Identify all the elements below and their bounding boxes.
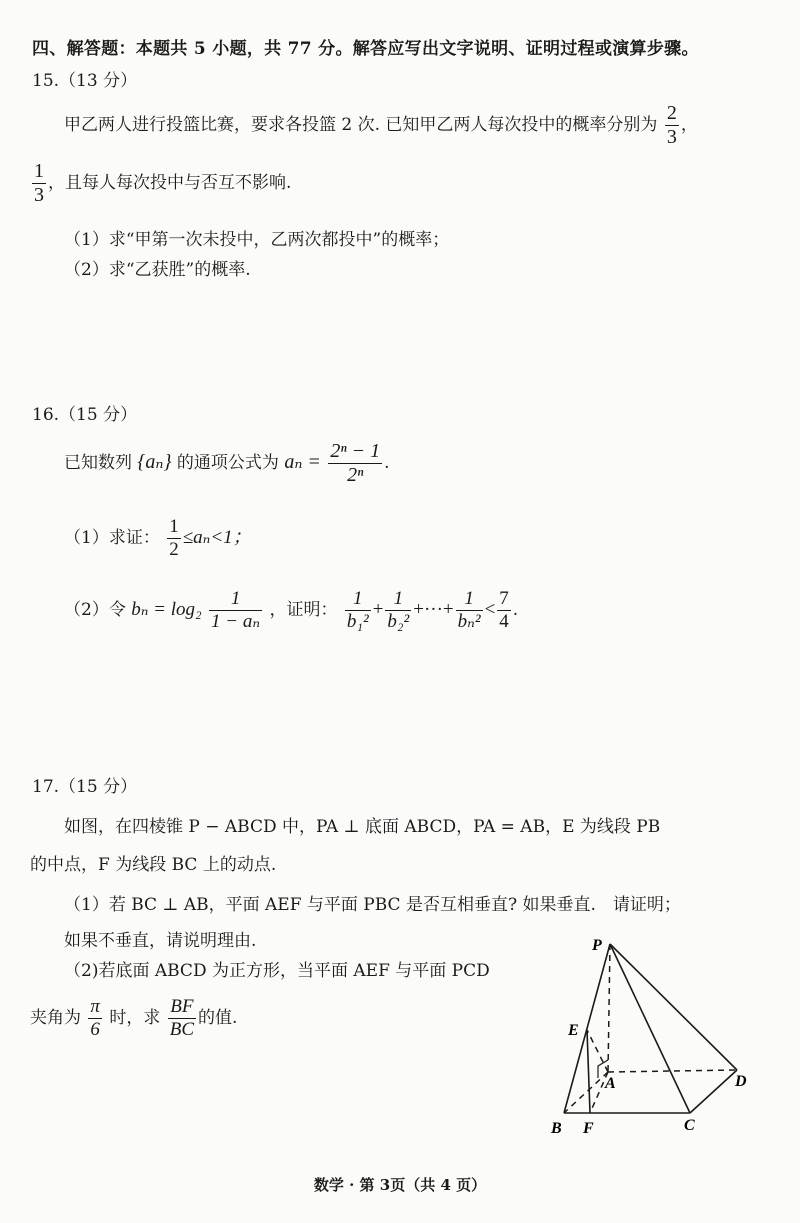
q16-part2-label: （2）令 — [64, 599, 126, 620]
q16-sum-termn-den: bₙ² — [457, 610, 481, 632]
edge-PA — [608, 944, 610, 1072]
q17-angle-num: π — [90, 996, 100, 1017]
q16-stem-lead: 已知数列 — [64, 453, 132, 473]
edge-AD — [608, 1070, 737, 1072]
edge-AF — [590, 1072, 608, 1113]
label-F: F — [583, 1120, 594, 1137]
q17-part2-text2: 时，求 — [109, 1007, 161, 1028]
q16-sum-term2-den: b₂² — [387, 610, 410, 632]
q15-part1: （1）求“甲第一次未投中，乙两次都投中”的概率； — [64, 230, 450, 250]
q17-part1-line2: 如果不垂直，请说明理由. — [64, 931, 257, 951]
q16-bn-def: bₙ = log₂ — [131, 598, 202, 620]
label-P: P — [592, 937, 602, 954]
edge-PD — [610, 944, 737, 1070]
q17-part2-text3: 的值. — [198, 1007, 238, 1028]
q16-formula — [328, 440, 382, 487]
q15-prob-yi — [32, 160, 46, 207]
edge-EF — [587, 1030, 590, 1113]
q16-part1-frac-den: 2 — [169, 538, 179, 560]
label-C: C — [684, 1117, 695, 1134]
q16-sum-term2-num: 1 — [385, 588, 411, 611]
q17-ratio-frac — [168, 996, 196, 1041]
q17-part2-line1: （2)若底面 ABCD 为正方形，当平面 AEF 与平面 PCD — [64, 961, 490, 981]
q16-sum-term1-den: b₁² — [346, 610, 369, 632]
q17-ratio-num: BF — [168, 996, 196, 1019]
q16-sum-term2 — [385, 588, 411, 633]
q16-part1-frac — [167, 516, 181, 561]
q16-number: 16.（15 分） — [32, 405, 138, 425]
q16-an: aₙ = — [284, 451, 321, 473]
q15-number: 15.（13 分） — [32, 71, 138, 91]
q16-bound-den: 4 — [499, 610, 509, 632]
q15-stem-text: 甲乙两人进行投篮比赛，要求各投篮 2 次. 已知甲乙两人每次投中的概率分别为 — [64, 115, 658, 135]
q16-part2-mid: ，证明： — [269, 599, 338, 620]
q17-part2-line2 — [30, 996, 237, 1041]
q15-stem-line2 — [30, 160, 291, 207]
q16-stem — [64, 440, 390, 487]
edge-CD — [690, 1070, 737, 1113]
q16-part1-label: （1）求证： — [64, 527, 160, 548]
q16-bn-frac — [209, 588, 262, 633]
q15-prob-jia-den: 3 — [666, 126, 677, 148]
label-A: A — [605, 1075, 616, 1092]
q17-stem-line1: 如图，在四棱锥 P − ABCD 中，PA ⊥ 底面 ABCD，PA = AB，E 为线段 PB — [64, 817, 661, 837]
q16-sum-term1-num: 1 — [345, 588, 371, 611]
q15-prob-yi-num: 1 — [34, 160, 44, 182]
edge-PB — [564, 944, 610, 1113]
label-E: E — [568, 1022, 579, 1039]
q15-part2: （2）求“乙获胜”的概率. — [64, 260, 251, 280]
q17-ratio-den: BC — [169, 1018, 195, 1040]
q16-sum-term1 — [345, 588, 371, 633]
q17-part1-line1: （1）若 BC ⊥ AB，平面 AEF 与平面 PBC 是否互相垂直? 如果垂直. 请证明； — [64, 895, 681, 915]
section-heading: 四、解答题：本题共 5 小题，共 77 分。解答应写出文字说明、证明过程或演算步骤。 — [32, 39, 699, 59]
q16-part1-expr: ≤aₙ<1； — [182, 526, 252, 548]
q16-bound — [497, 588, 511, 633]
q16-part1-frac-num: 1 — [169, 516, 179, 537]
label-B: B — [551, 1120, 562, 1137]
q15-prob-jia — [665, 102, 679, 149]
q16-dots: +···+ — [413, 598, 454, 620]
label-D: D — [735, 1073, 747, 1090]
q16-period: . — [384, 453, 390, 473]
edge-AB — [564, 1072, 608, 1113]
right-angle-mark — [598, 1060, 608, 1078]
q16-formula-num: 2ⁿ − 1 — [330, 440, 381, 462]
edge-AE — [587, 1030, 608, 1072]
q16-bn-frac-den: 1 − aₙ — [211, 610, 261, 632]
q16-part2 — [64, 588, 518, 633]
q17-angle-den: 6 — [90, 1018, 100, 1040]
q16-end: . — [512, 599, 519, 620]
q16-plus: + — [372, 598, 384, 620]
q15-stem-line1 — [64, 102, 698, 149]
q17-angle-frac — [88, 996, 102, 1041]
q16-formula-den: 2ⁿ — [347, 464, 364, 486]
q16-sum-termn — [456, 588, 483, 633]
q15-prob-jia-num: 2 — [666, 102, 677, 124]
page-footer: 数学 · 第 3页（共 4 页） — [313, 1176, 487, 1194]
q16-lt: < — [484, 598, 496, 620]
q16-stem-mid: 的通项公式为 — [176, 453, 279, 473]
q16-bound-num: 7 — [499, 588, 509, 609]
q17-stem-line2: 的中点，F 为线段 BC 上的动点. — [30, 855, 277, 875]
q16-sum-termn-num: 1 — [456, 588, 483, 611]
q16-part1 — [64, 516, 252, 561]
q15-sep: ， — [680, 115, 698, 135]
q17-part2-text1: 夹角为 — [30, 1007, 81, 1028]
q16-bn-frac-num: 1 — [209, 588, 262, 611]
q16-seq: {aₙ} — [137, 451, 172, 473]
q15-stem-end: ，且每人每次投中与否互不影响. — [48, 173, 292, 193]
q17-number: 17.（15 分） — [32, 777, 138, 797]
q15-prob-yi-den: 3 — [34, 184, 44, 206]
edge-PC — [610, 944, 690, 1113]
